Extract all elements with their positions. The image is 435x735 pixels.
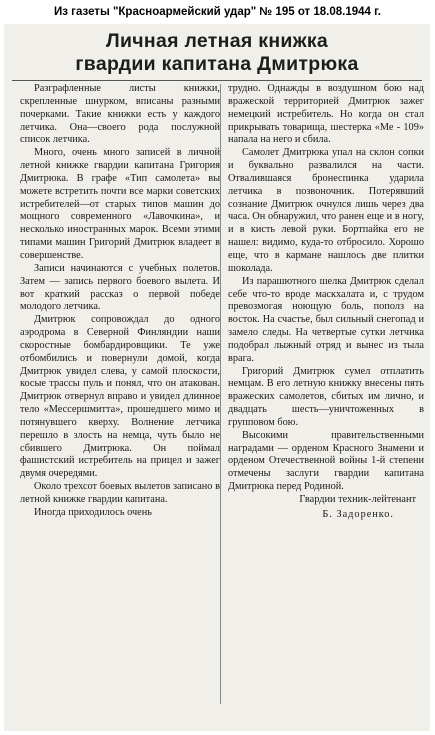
paragraph: Самолет Дмитрюка упал на склон сопки и буквально развалился на части. Отвалившаяся бронеспинка ударила летчика в позвоночник. Потерявший сознание Дмитрюк очнулся лишь через два часа. Он обнаружил, что ранен еще и в ногу, и в кисть левой руки. Бортпайка его не нашел: видимо, куда-то отбросило. Хорошо еще, что в кармане нашлось две плитки шоколада. bbox=[228, 147, 424, 274]
paragraph: Григорий Дмитрюк сумел отплатить немцам. В его летную книжку внесены пять вражеских самолетов, сбитых им лично, и двадцать шесть—уничтоженных в групповом бою. bbox=[228, 365, 424, 428]
column-divider bbox=[220, 84, 221, 704]
paragraph: Дмитрюк сопровождал до одного аэродрома в Северной Финляндии наши скоростные бомбардировщики. Те уже отбомбились и повернули домой, когда Дмитрюк увидел слева, у самой плоскости, косые трассы пуль и понял, что он атакован. Дмитрюк отвернул вправо и увидел длинное тело «Мессершмитта», прошедшего мимо и потянувшего кверху. Волнение летчика перешло в злость на немца, чуть было не сбившего Дмитрюка. Он поймал фашистский истребитель на прицел и зажег двумя очередями. bbox=[20, 314, 220, 480]
paragraph: Разграфленные листы книжки, скрепленные шнурком, вписаны разными почерками. Такие книжки есть у каждого летчика. Она—своего рода послужной список летчика. bbox=[20, 83, 220, 146]
paragraph: Около трехсот боевых вылетов записано в летной книжке гвардии капитана. bbox=[20, 481, 220, 505]
paragraph: Из парашютного шелка Дмитрюк сделал себе что-то вроде маскхалата и, с трудом превозмогая ноющую боль, пополз на восток. На счастье, был сильный снегопад и замело следы. На четвертые сутки летчика подобрал лыжный отряд и вынес из тыла врага. bbox=[228, 275, 424, 364]
headline-line-1: Личная летная книжка bbox=[105, 30, 329, 52]
paragraph: Много, очень много записей в личной летной книжке гвардии капитана Григория Дмитрюка. В графе «Тип самолета» вы можете встретить почти все марки советских истребителей—от старых типов машин до мощного современного «Лавочкина», и несколько иностранных марок. Всеми этими типами машин Григорий Дмитрюк владеет в совершенстве. bbox=[20, 147, 220, 261]
headline-line-2: гвардии капитана Дмитрюка bbox=[75, 53, 359, 75]
source-caption: Из газеты "Красноармейский удар" № 195 от 18.08.1944 г. bbox=[54, 6, 381, 18]
paragraph: Записи начинаются с учебных полетов. Затем — запись первого боевого вылета. И вот краткий рассказ о первой победе молодого летчика. bbox=[20, 262, 220, 313]
article-headline bbox=[4, 30, 430, 76]
paragraph: Высокими правительственными наградами — орденом Красного Знамени и орденом Отечественной войны 1-й степени отмечены заслуги гвардии капитана Дмитрюка перед Родиной. bbox=[228, 429, 424, 493]
headline-rule bbox=[12, 80, 422, 81]
paragraph: Иногда приходилось очень bbox=[34, 506, 152, 518]
author-rank: Гвардии техник-лейтенант bbox=[299, 494, 416, 505]
right-column bbox=[228, 83, 424, 522]
paragraph: трудно. Однажды в воздушном бою над вражеской территорией Дмитрюк зажег немецкий истребитель. Но когда он стал прикрывать товарища, шестерка «Ме - 109» напала на него и сбила. bbox=[228, 83, 424, 146]
left-column bbox=[20, 83, 220, 520]
author-name: Б. Задоренко. bbox=[322, 508, 394, 520]
newspaper-clipping bbox=[4, 24, 430, 731]
